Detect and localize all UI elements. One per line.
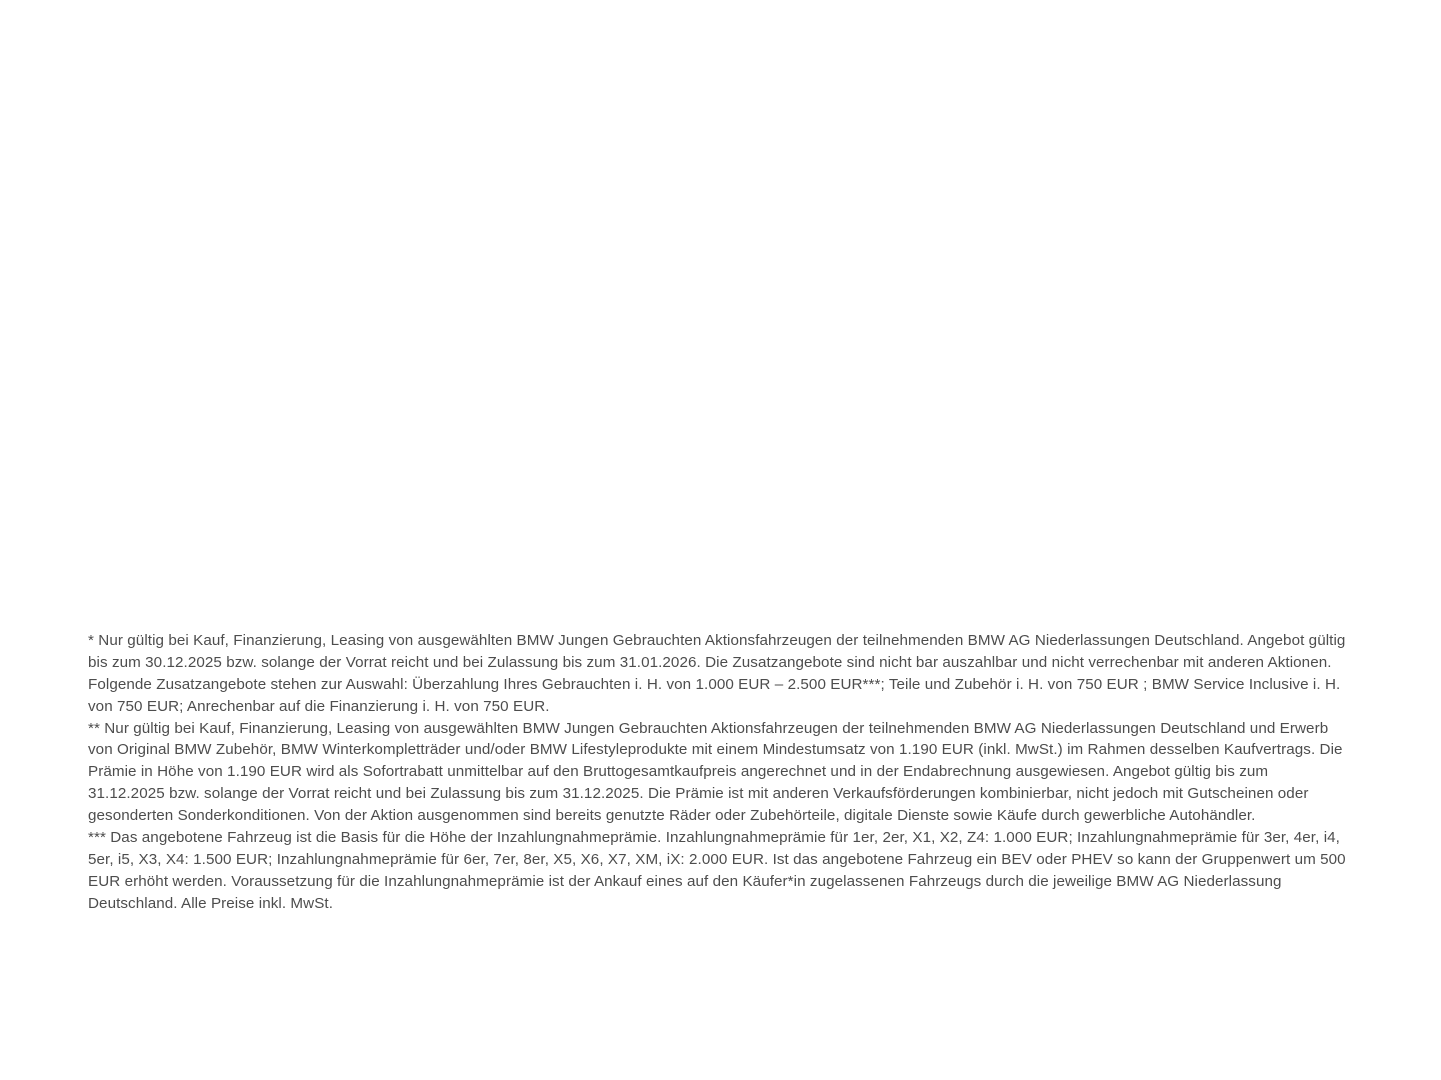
footnotes-block <box>88 630 1346 915</box>
footnote-double-asterisk: ** Nur gültig bei Kauf, Finanzierung, Leasing von ausgewählten BMW Jungen Gebrauchten Aktionsfahrzeugen der teilnehmenden BMW AG Niederlassungen Deutschland und Erwerb von Original BMW Zubehör, BMW Winterkompletträder und/oder BMW Lifestyleprodukte mit einem Mindestumsatz von 1.190 EUR (inkl. MwSt.) im Rahmen desselben Kaufvertrags. Die Prämie in Höhe von 1.190 EUR wird als Sofortrabatt unmittelbar auf den Bruttogesamtkaufpreis angerechnet und in der Endabrechnung ausgewiesen. Angebot gültig bis zum 31.12.2025 bzw. solange der Vorrat reicht und bei Zulassung bis zum 31.12.2025. Die Prämie ist mit anderen Verkaufsförderungen kombinierbar, nicht jedoch mit Gutscheinen oder gesonderten Sonderkonditionen. Von der Aktion ausgenommen sind bereits genutzte Räder oder Zubehörteile, digitale Dienste sowie Käufe durch gewerbliche Autohändler. <box>88 719 1343 825</box>
footnote-single-asterisk: * Nur gültig bei Kauf, Finanzierung, Leasing von ausgewählten BMW Jungen Gebrauchten Aktionsfahrzeugen der teilnehmenden BMW AG Niederlassungen Deutschland. Angebot gültig bis zum 30.12.2025 bzw. solange der Vorrat reicht und bei Zulassung bis zum 31.01.2026. Die Zusatzangebote sind nicht bar auszahlbar und nicht verrechenbar mit anderen Aktionen. Folgende Zusatzangebote stehen zur Auswahl: Überzahlung Ihres Gebrauchten i. H. von 1.000 EUR – 2.500 EUR***; Teile und Zubehör i. H. von 750 EUR ; BMW Service Inclusive i. H. von 750 EUR; Anrechenbar auf die Finanzierung i. H. von 750 EUR. <box>88 632 1346 715</box>
footnote-triple-asterisk: *** Das angebotene Fahrzeug ist die Basis für die Höhe der Inzahlungnahmeprämie. Inzahlungnahmeprämie für 1er, 2er, X1, X2, Z4: 1.000 EUR; Inzahlungnahmeprämie für 3er, 4er, i4, 5er, i5, X3, X4: 1.500 EUR; Inzahlungnahmeprämie für 6er, 7er, 8er, X5, X6, X7, XM, iX: 2.000 EUR. Ist das angebotene Fahrzeug ein BEV oder PHEV so kann der Gruppenwert um 500 EUR erhöht werden. Voraussetzung für die Inzahlungnahmeprämie ist der Ankauf eines auf den Käufer*in zugelassenen Fahrzeugs durch die jeweilige BMW AG Niederlassung Deutschland. Alle Preise inkl. MwSt. <box>88 829 1346 912</box>
